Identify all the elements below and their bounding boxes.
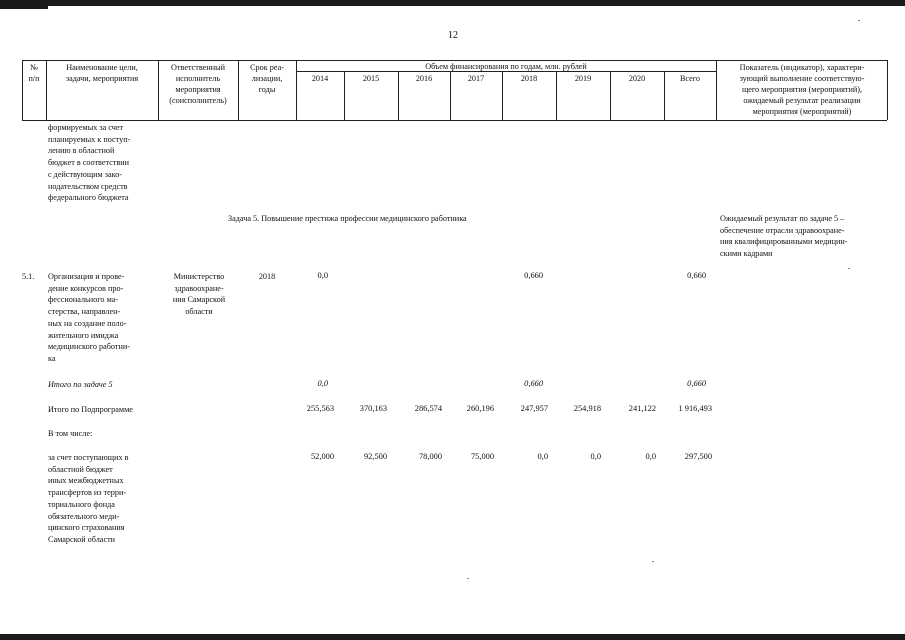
- header-year-2016: 2016: [415, 74, 433, 83]
- header-executor: Ответственный исполнитель мероприятия (соисполнитель): [169, 63, 227, 105]
- header-indicator: Показатель (индикатор), характери- зующий выполнение соответствую- щего мероприятия (мероприятий), ожидаемый результат реализации мероприятия (мероприятий): [739, 63, 865, 116]
- transfers-2014: 52,000: [310, 452, 334, 461]
- subprogram-total-label: Итого по Подпрограмме: [48, 405, 133, 414]
- task5-expected-result: Ожидаемый результат по задаче 5 – обеспечение отрасли здравоохране- ния квалифицированными медицин- скими кадрами: [720, 214, 848, 259]
- scan-speck: [858, 20, 860, 21]
- subprogram-total-2019: 254,918: [573, 404, 601, 413]
- continuation-text: формируемых за счет планируемых к поступ- лению в областной бюджет в соответствии с действующим зако- нодательством средств федерального бюджета: [48, 123, 131, 203]
- page-number: 12: [448, 30, 458, 41]
- row-5-1-name: Организация и прове- дение конкурсов про- фессионального ма- стерства, направлен- ных на создание поло- жительного имиджа медицинского работни- ка: [48, 272, 130, 363]
- scan-speck: [848, 268, 850, 269]
- header-term: Срок реа- лизации, годы: [250, 63, 284, 94]
- row-5-1-2014: 0,0: [317, 271, 328, 280]
- transfers-2020: 0,0: [645, 452, 656, 461]
- transfers-2019: 0,0: [590, 452, 601, 461]
- task5-total-total: 0,660: [687, 379, 706, 388]
- transfers-2018: 0,0: [537, 452, 548, 461]
- subprogram-total-2018: 247,957: [520, 404, 548, 413]
- subprogram-total-2020: 241,122: [628, 404, 656, 413]
- including-label: В том числе:: [48, 429, 93, 438]
- header-year-2014: 2014: [311, 74, 329, 83]
- header-bottom-rule: [22, 120, 887, 121]
- table-right-border: [887, 60, 888, 120]
- row-5-1-term: 2018: [258, 272, 276, 281]
- scan-border-bottom: [0, 634, 905, 640]
- subprogram-total-2014: 255,563: [306, 404, 334, 413]
- transfers-2015: 92,500: [363, 452, 387, 461]
- transfers-2017: 75,000: [470, 452, 494, 461]
- scan-speck: [652, 561, 654, 562]
- header-year-2017: 2017: [467, 74, 485, 83]
- subprogram-total-2017: 260,196: [466, 404, 494, 413]
- row-5-1-executor: Министерство здравоохране- ния Самарской области: [172, 272, 226, 317]
- row-5-1-num: 5.1.: [22, 272, 35, 281]
- scan-border-top: [0, 0, 905, 6]
- header-total: Всего: [679, 74, 701, 83]
- task5-title: Задача 5. Повышение престижа профессии медицинского работника: [228, 214, 467, 223]
- header-num: № п/п: [28, 63, 40, 83]
- scan-border-tab: [0, 6, 48, 9]
- scan-speck: [467, 578, 469, 579]
- row-5-1-total: 0,660: [687, 271, 706, 280]
- header-name: Наименование цели, задачи, мероприятия: [65, 63, 139, 83]
- transfers-label: за счет поступающих в областной бюджет иных межбюджетных трансфертов из терри- ториального фонда обязательного меди- цинского страхования Самарской области: [48, 453, 129, 544]
- task5-total-2014: 0,0: [317, 379, 328, 388]
- transfers-total: 297,500: [684, 452, 712, 461]
- header-year-2020: 2020: [628, 74, 646, 83]
- header-year-2019: 2019: [574, 74, 592, 83]
- header-year-2018: 2018: [520, 74, 538, 83]
- task5-total-2018: 0,660: [524, 379, 543, 388]
- task5-total-label: Итого по задаче 5: [48, 380, 113, 389]
- subprogram-total-total: 1 916,493: [678, 404, 712, 413]
- subprogram-total-2016: 286,574: [414, 404, 442, 413]
- header-funding: Объем финансирования по годам, млн. рублей: [425, 62, 587, 71]
- row-5-1-2018: 0,660: [524, 271, 543, 280]
- header-year-2015: 2015: [362, 74, 380, 83]
- subprogram-total-2015: 370,163: [359, 404, 387, 413]
- transfers-2016: 78,000: [418, 452, 442, 461]
